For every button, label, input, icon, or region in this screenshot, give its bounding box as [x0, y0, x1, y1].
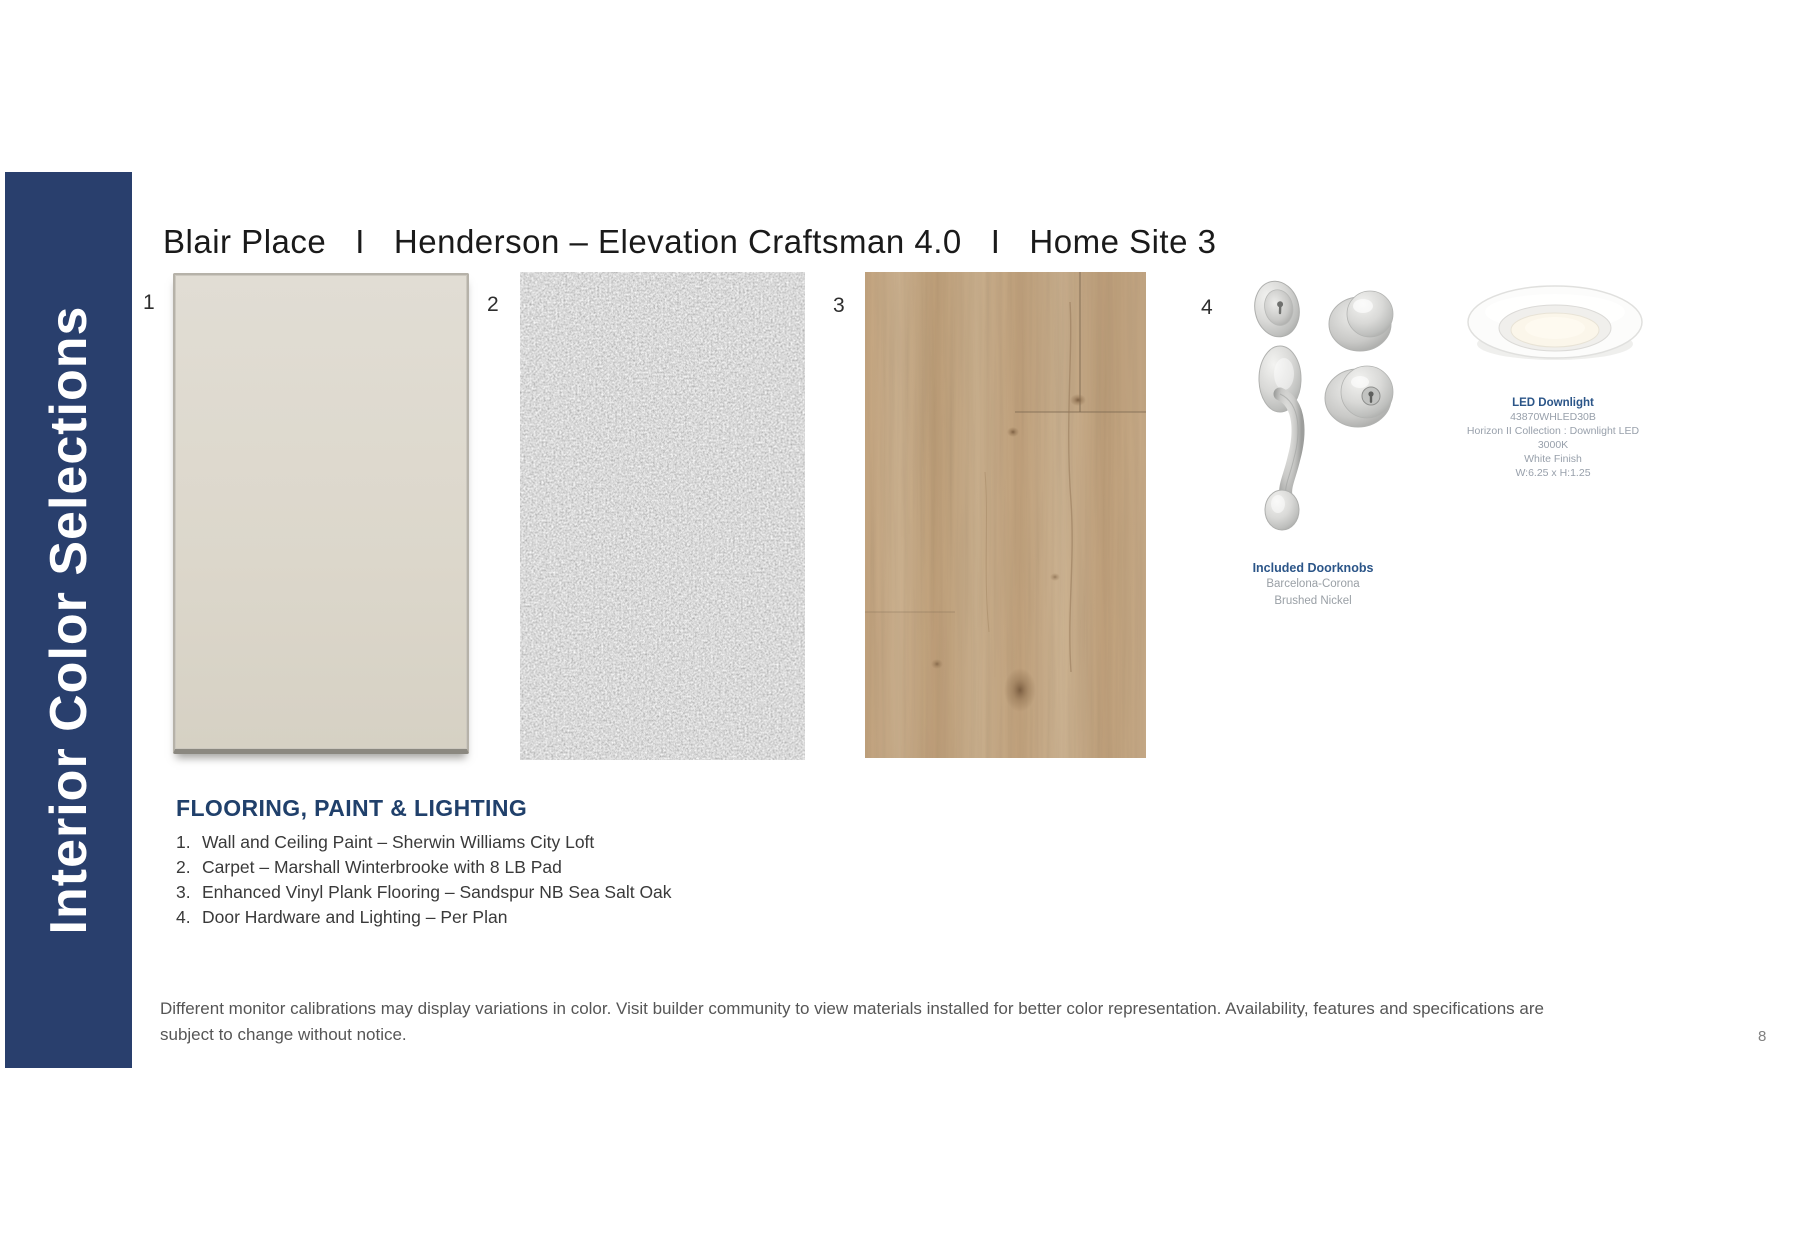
- list-item-number: 4.: [176, 907, 191, 927]
- disclaimer-text: [160, 996, 1740, 1048]
- downlight-color-temp: 3000K: [1537, 439, 1569, 451]
- list-item-number: 2.: [176, 857, 191, 877]
- disclaimer-line-2: subject to change without notice.: [160, 1025, 407, 1044]
- led-downlight-image: [1465, 282, 1645, 372]
- downlight-title: LED Downlight: [1512, 397, 1594, 409]
- list-item: [176, 880, 672, 905]
- list-item-text: Door Hardware and Lighting – Per Plan: [202, 907, 508, 927]
- disclaimer-line-1: Different monitor calibrations may display variations in color. Visit builder community to view materials installed for better color representation. Availability, features and specifications are: [160, 999, 1544, 1018]
- selections-heading: FLOORING, PAINT & LIGHTING: [176, 795, 528, 821]
- swatch-number-1: 1: [143, 291, 155, 314]
- doorknobs-style: Barcelona-Corona: [1266, 578, 1360, 590]
- list-item-number: 3.: [176, 882, 191, 902]
- downlight-dimensions: W:6.25 x H:1.25: [1515, 467, 1591, 479]
- downlight-model: 43870WHLED30B: [1510, 411, 1596, 423]
- downlight-collection: Horizon II Collection : Downlight LED: [1466, 425, 1640, 437]
- list-item-number: 1.: [176, 832, 191, 852]
- sidebar-title: Interior Color Selections: [39, 305, 98, 935]
- list-item: [176, 855, 672, 880]
- sidebar-title-bar: [5, 172, 132, 1068]
- list-item-text: Carpet – Marshall Winterbrooke with 8 LB Pad: [202, 857, 562, 877]
- door-hardware-image: [1248, 278, 1423, 543]
- paint-swatch-image: [173, 273, 469, 754]
- doorknobs-block: [1212, 560, 1414, 610]
- downlight-spec-block: [1412, 396, 1694, 480]
- vinyl-plank-swatch-image: [865, 272, 1146, 758]
- doorknobs-title: Included Doorknobs: [1252, 561, 1374, 575]
- swatch-number-2: 2: [487, 293, 499, 316]
- list-item-text: Wall and Ceiling Paint – Sherwin Williams City Loft: [202, 832, 595, 852]
- list-item: [176, 830, 672, 855]
- doorknobs-finish: Brushed Nickel: [1274, 595, 1352, 607]
- page-title: Blair Place I Henderson – Elevation Craftsman 4.0 I Home Site 3: [163, 223, 1217, 260]
- swatch-number-3: 3: [833, 294, 845, 317]
- page-number: 8: [1758, 1028, 1767, 1045]
- list-item-text: Enhanced Vinyl Plank Flooring – Sandspur NB Sea Salt Oak: [202, 882, 672, 902]
- selections-list: [176, 795, 672, 930]
- downlight-finish: White Finish: [1524, 453, 1582, 465]
- carpet-swatch-image: [520, 272, 805, 760]
- swatch-number-4: 4: [1201, 296, 1213, 319]
- list-item: [176, 905, 672, 930]
